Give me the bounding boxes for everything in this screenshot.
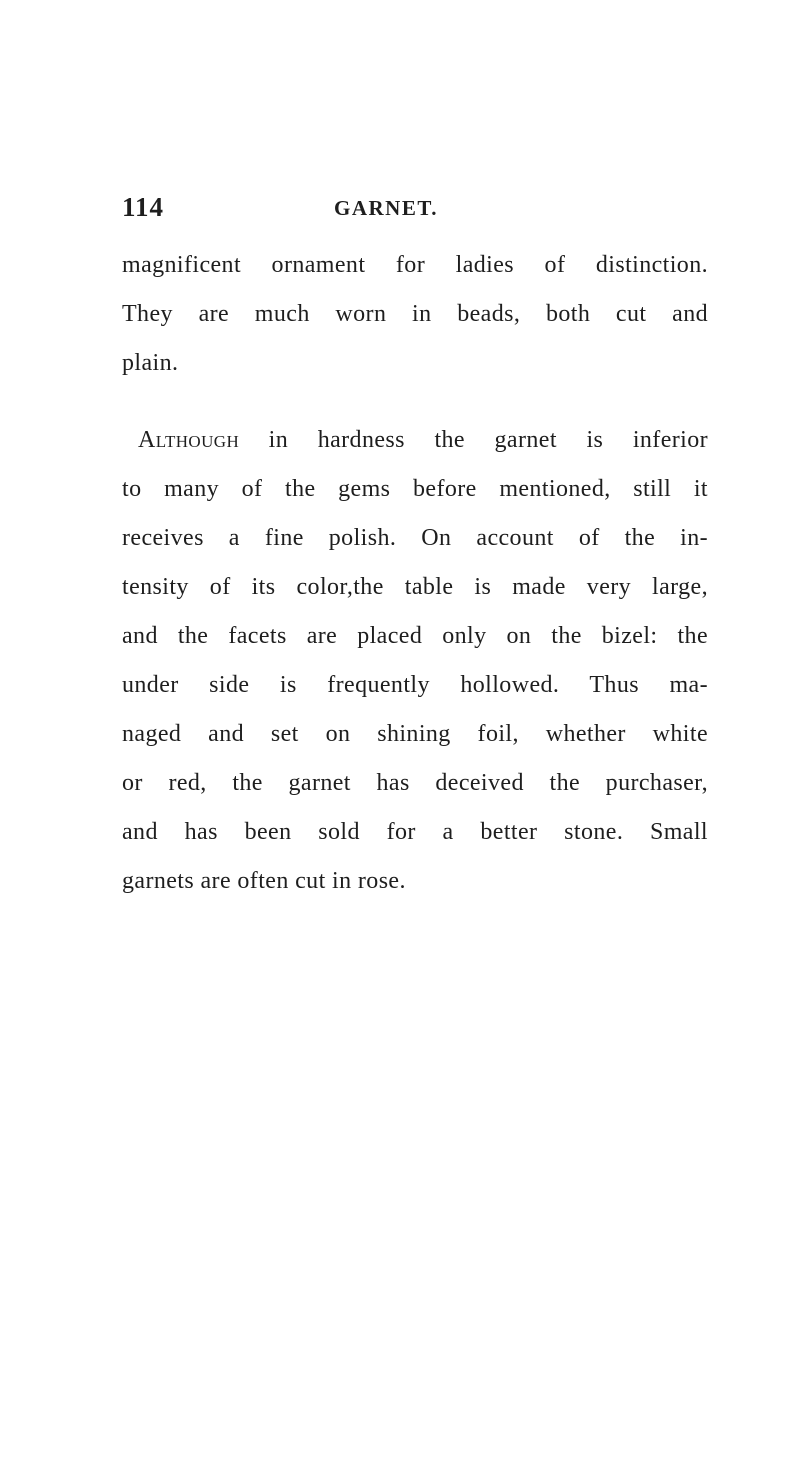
paragraph-1 — [122, 241, 708, 388]
text-line: and has been sold for a better stone. Small — [122, 819, 708, 845]
running-title: GARNET. — [334, 196, 439, 220]
lead-word: Although — [138, 427, 240, 453]
text-line: under side is frequently hollowed. Thus ma- — [122, 672, 708, 698]
text-line — [122, 416, 708, 465]
text-line: naged and set on shining foil, whether white — [122, 721, 708, 747]
body-text — [122, 241, 708, 906]
text-line: garnets are often cut in rose. — [122, 868, 406, 894]
text-line: receives a fine polish. On account of the in- — [122, 525, 708, 551]
page-number: 114 — [122, 192, 165, 222]
text-line: to many of the gems before mentioned, still it — [122, 476, 708, 502]
text-line-rest: in hardness the garnet is inferior — [239, 427, 708, 453]
paragraph-2 — [122, 416, 708, 906]
paragraph-gap — [122, 388, 708, 416]
running-head — [122, 192, 702, 228]
text-line: They are much worn in beads, both cut and — [122, 301, 708, 327]
text-line: or red, the garnet has deceived the purchaser, — [122, 770, 708, 796]
text-line: magnificent ornament for ladies of distinction. — [122, 252, 708, 278]
text-line: plain. — [122, 350, 179, 376]
text-line: and the facets are placed only on the bizel: the — [122, 623, 708, 649]
text-line: tensity of its color,the table is made very large, — [122, 574, 708, 600]
